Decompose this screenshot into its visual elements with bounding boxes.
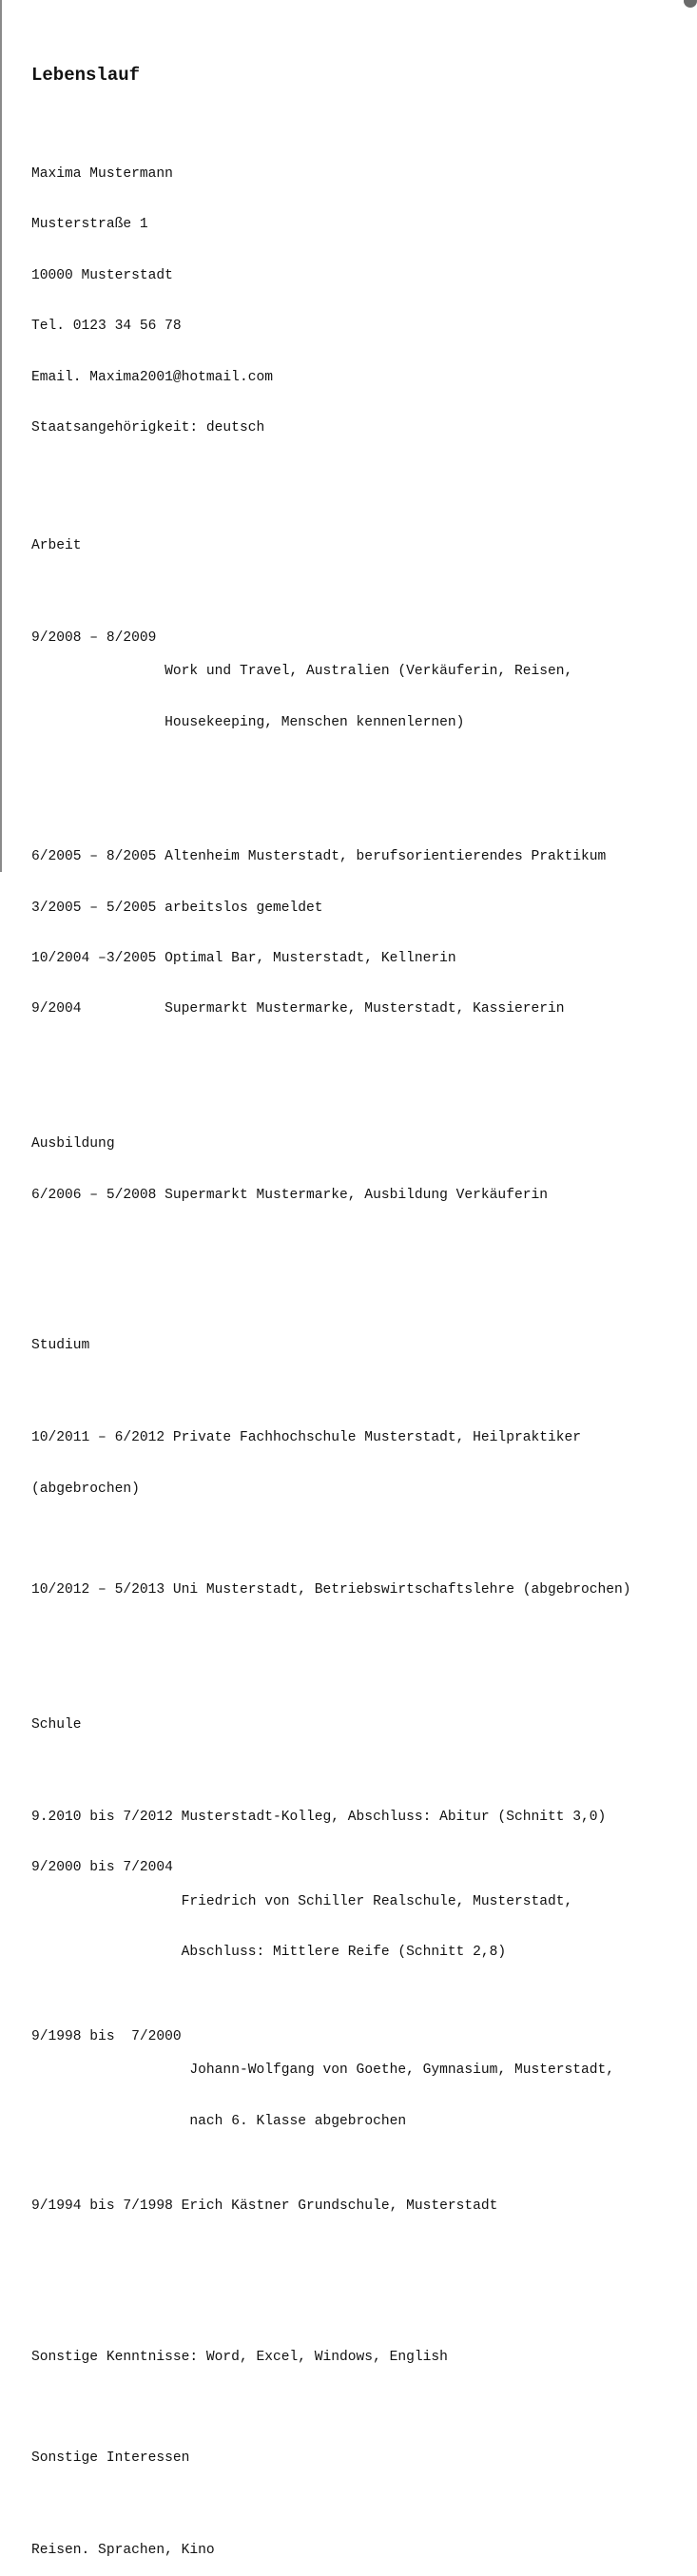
entry-text: Supermarkt Mustermarke, Ausbildung Verkäuferin <box>165 1187 548 1203</box>
contact-nationality: Staatsangehörigkeit: deutsch <box>31 419 265 436</box>
resume-document <box>31 30 687 2576</box>
arbeit-entry <box>31 630 687 765</box>
arbeit-entry <box>31 849 687 866</box>
contact-phone: Tel. 0123 34 56 78 <box>31 319 182 335</box>
entry-text-continued: Housekeeping, Menschen kennenlernen) <box>165 714 465 730</box>
section-heading-arbeit: Arbeit <box>31 537 82 553</box>
entry-date: 10/2004 –3/2005 <box>31 951 165 967</box>
sonstige-interessen: Reisen. Sprachen, Kino <box>31 2542 215 2558</box>
entry-date: 9/2000 bis 7/2004 <box>31 1859 182 1875</box>
entry-date: 9/2004 <box>31 1001 165 1017</box>
ausbildung-entry <box>31 1188 687 1205</box>
entry-text: Musterstadt-Kolleg, Abschluss: Abitur (Schnitt 3,0) <box>181 1809 607 1825</box>
schule-entry <box>31 2198 687 2216</box>
entry-date: 9.2010 bis 7/2012 <box>31 1809 182 1825</box>
entry-text: Erich Kästner Grundschule, Musterstadt <box>181 2198 498 2214</box>
entry-text-continued: Abschluss: Mittlere Reife (Schnitt 2,8) <box>181 1944 507 1960</box>
contact-city: 10000 Musterstadt <box>31 267 173 283</box>
entry-date: 9/2008 – 8/2009 <box>31 629 165 646</box>
section-heading-studium: Studium <box>31 1338 90 1354</box>
entry-date: 6/2005 – 8/2005 <box>31 849 165 865</box>
entry-text: arbeitslos gemeldet <box>165 900 323 916</box>
arbeit-entry <box>31 951 687 968</box>
page-edge <box>0 0 2 872</box>
entry-date: 9/1998 bis 7/2000 <box>31 2028 190 2044</box>
entry-text-continued: nach 6. Klasse abgebrochen <box>189 2113 407 2129</box>
entry-date: 9/1994 bis 7/1998 <box>31 2198 182 2214</box>
section-heading-schule: Schule <box>31 1716 82 1733</box>
studium-entry-continued: (abgebrochen) <box>31 1481 140 1497</box>
entry-text: Friedrich von Schiller Realschule, Musterstadt, <box>181 1893 573 1909</box>
entry-text: Altenheim Musterstadt, berufsorientierendes Praktikum <box>165 849 607 865</box>
arbeit-entry <box>31 901 687 918</box>
contact-email: Email. Maxima2001@hotmail.com <box>31 369 273 385</box>
arbeit-entry <box>31 1001 687 1018</box>
entry-text: Supermarkt Mustermarke, Musterstadt, Kassiererin <box>165 1001 565 1017</box>
studium-entry: 10/2012 – 5/2013 Uni Musterstadt, Betriebswirtschaftslehre (abgebrochen) <box>31 1581 631 1598</box>
entry-date: 6/2006 – 5/2008 <box>31 1187 165 1203</box>
entry-text: Optimal Bar, Musterstadt, Kellnerin <box>165 951 456 967</box>
entry-text: Work und Travel, Australien (Verkäuferin, Reisen, <box>165 664 573 680</box>
contact-street: Musterstraße 1 <box>31 217 148 233</box>
entry-text: Johann-Wolfgang von Goethe, Gymnasium, Musterstadt, <box>189 2063 615 2079</box>
schule-entry <box>31 2029 687 2164</box>
section-heading-interessen: Sonstige Interessen <box>31 2450 190 2466</box>
window-corner-button[interactable] <box>684 0 697 8</box>
section-heading-ausbildung: Ausbildung <box>31 1136 115 1152</box>
schule-entry <box>31 1860 687 1995</box>
schule-entry <box>31 1810 687 1827</box>
studium-entry: 10/2011 – 6/2012 Private Fachhochschule Musterstadt, Heilpraktiker <box>31 1430 582 1446</box>
entry-date: 3/2005 – 5/2005 <box>31 900 165 916</box>
page-title: Lebenslauf <box>31 64 141 86</box>
sonstige-kenntnisse: Sonstige Kenntnisse: Word, Excel, Windows, English <box>31 2349 448 2365</box>
contact-name: Maxima Mustermann <box>31 165 173 182</box>
